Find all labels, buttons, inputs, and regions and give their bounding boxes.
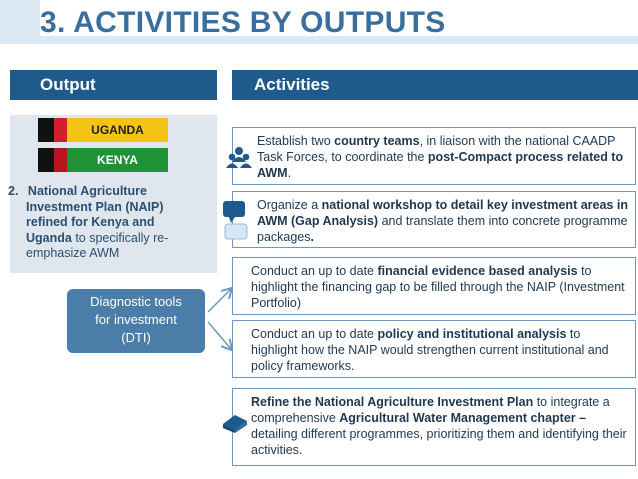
activity-text-segment: .: [287, 166, 292, 180]
dti-line2: for investment: [95, 312, 177, 327]
activity-text-1: [251, 133, 629, 181]
activity-text-segment: Establish two: [257, 134, 335, 148]
activity-text-segment: to highlight the financing gap to be filled through the NAIP (Investment Portfolio): [251, 264, 625, 310]
activity-bold-segment: policy and institutional analysis: [377, 327, 567, 341]
activity-bold-segment: national workshop to detail key investment areas in AWM (Gap Analysis): [257, 198, 628, 228]
activity-text-segment: Conduct an up to date: [251, 327, 378, 341]
activity-box-4: [232, 320, 636, 378]
activity-bold-segment: financial evidence based analysis: [377, 264, 578, 278]
output-header: Output: [10, 70, 217, 100]
activity-box-5: [232, 388, 636, 466]
activity-text-segment: to integrate a comprehensive: [251, 395, 610, 425]
activity-text-5: [251, 394, 629, 458]
activity-text-segment: and translate them into concrete programme packages: [257, 214, 628, 244]
activity-box-1: [232, 127, 636, 185]
uganda-label: UGANDA: [67, 118, 168, 142]
activity-bold-segment: country teams: [334, 134, 420, 148]
dti-line1: Diagnostic tools: [90, 294, 182, 309]
output-title-line3: refined for Kenya and: [26, 215, 155, 229]
output-title-line2: Investment Plan (NAIP): [26, 199, 164, 214]
activity-bold-segment: Refine the National Agriculture Investment Plan: [251, 395, 534, 409]
activity-text-4: [251, 326, 629, 374]
output-title-line4: Uganda: [26, 230, 72, 245]
output-number: 2.: [8, 184, 19, 198]
arrow-to-policy-analysis: [208, 322, 231, 349]
kenya-label: KENYA: [67, 148, 168, 172]
output-text-line4: to specifically re-: [71, 230, 169, 245]
activity-box-3: [232, 257, 636, 315]
activity-box-2: [232, 191, 636, 248]
activity-bold-segment: .: [310, 230, 314, 244]
activity-text-3: [251, 263, 629, 311]
activity-text-segment: , in liaison with the national CAADP Task Forces, to coordinate the: [257, 134, 616, 164]
activity-bold-segment: post-Compact process related to AWM: [257, 150, 624, 180]
activity-bold-segment: Agricultural Water Management chapter –: [339, 411, 587, 425]
arrow-to-financial-analysis: [208, 289, 231, 312]
activity-text-segment: Organize a: [257, 198, 322, 212]
speech-bubbles-icon: [221, 200, 251, 242]
output-title-line1: National Agriculture: [27, 184, 147, 198]
output-text-line5: emphasize AWM: [26, 246, 120, 260]
activities-header: Activities: [232, 70, 638, 100]
slide-title: 3. ACTIVITIES BY OUTPUTS: [40, 6, 446, 39]
activity-text-2: [251, 197, 629, 245]
activity-text-segment: detailing different programmes, prioritizing them and identifying their activities.: [251, 427, 627, 457]
people-icon: [226, 146, 252, 170]
activity-text-segment: Conduct an up to date: [251, 264, 378, 278]
dti-line3: (DTI): [121, 330, 151, 345]
book-icon: [222, 411, 248, 433]
activity-text-segment: to highlight how the NAIP would strengthen current institutional and policy frameworks.: [251, 327, 609, 373]
